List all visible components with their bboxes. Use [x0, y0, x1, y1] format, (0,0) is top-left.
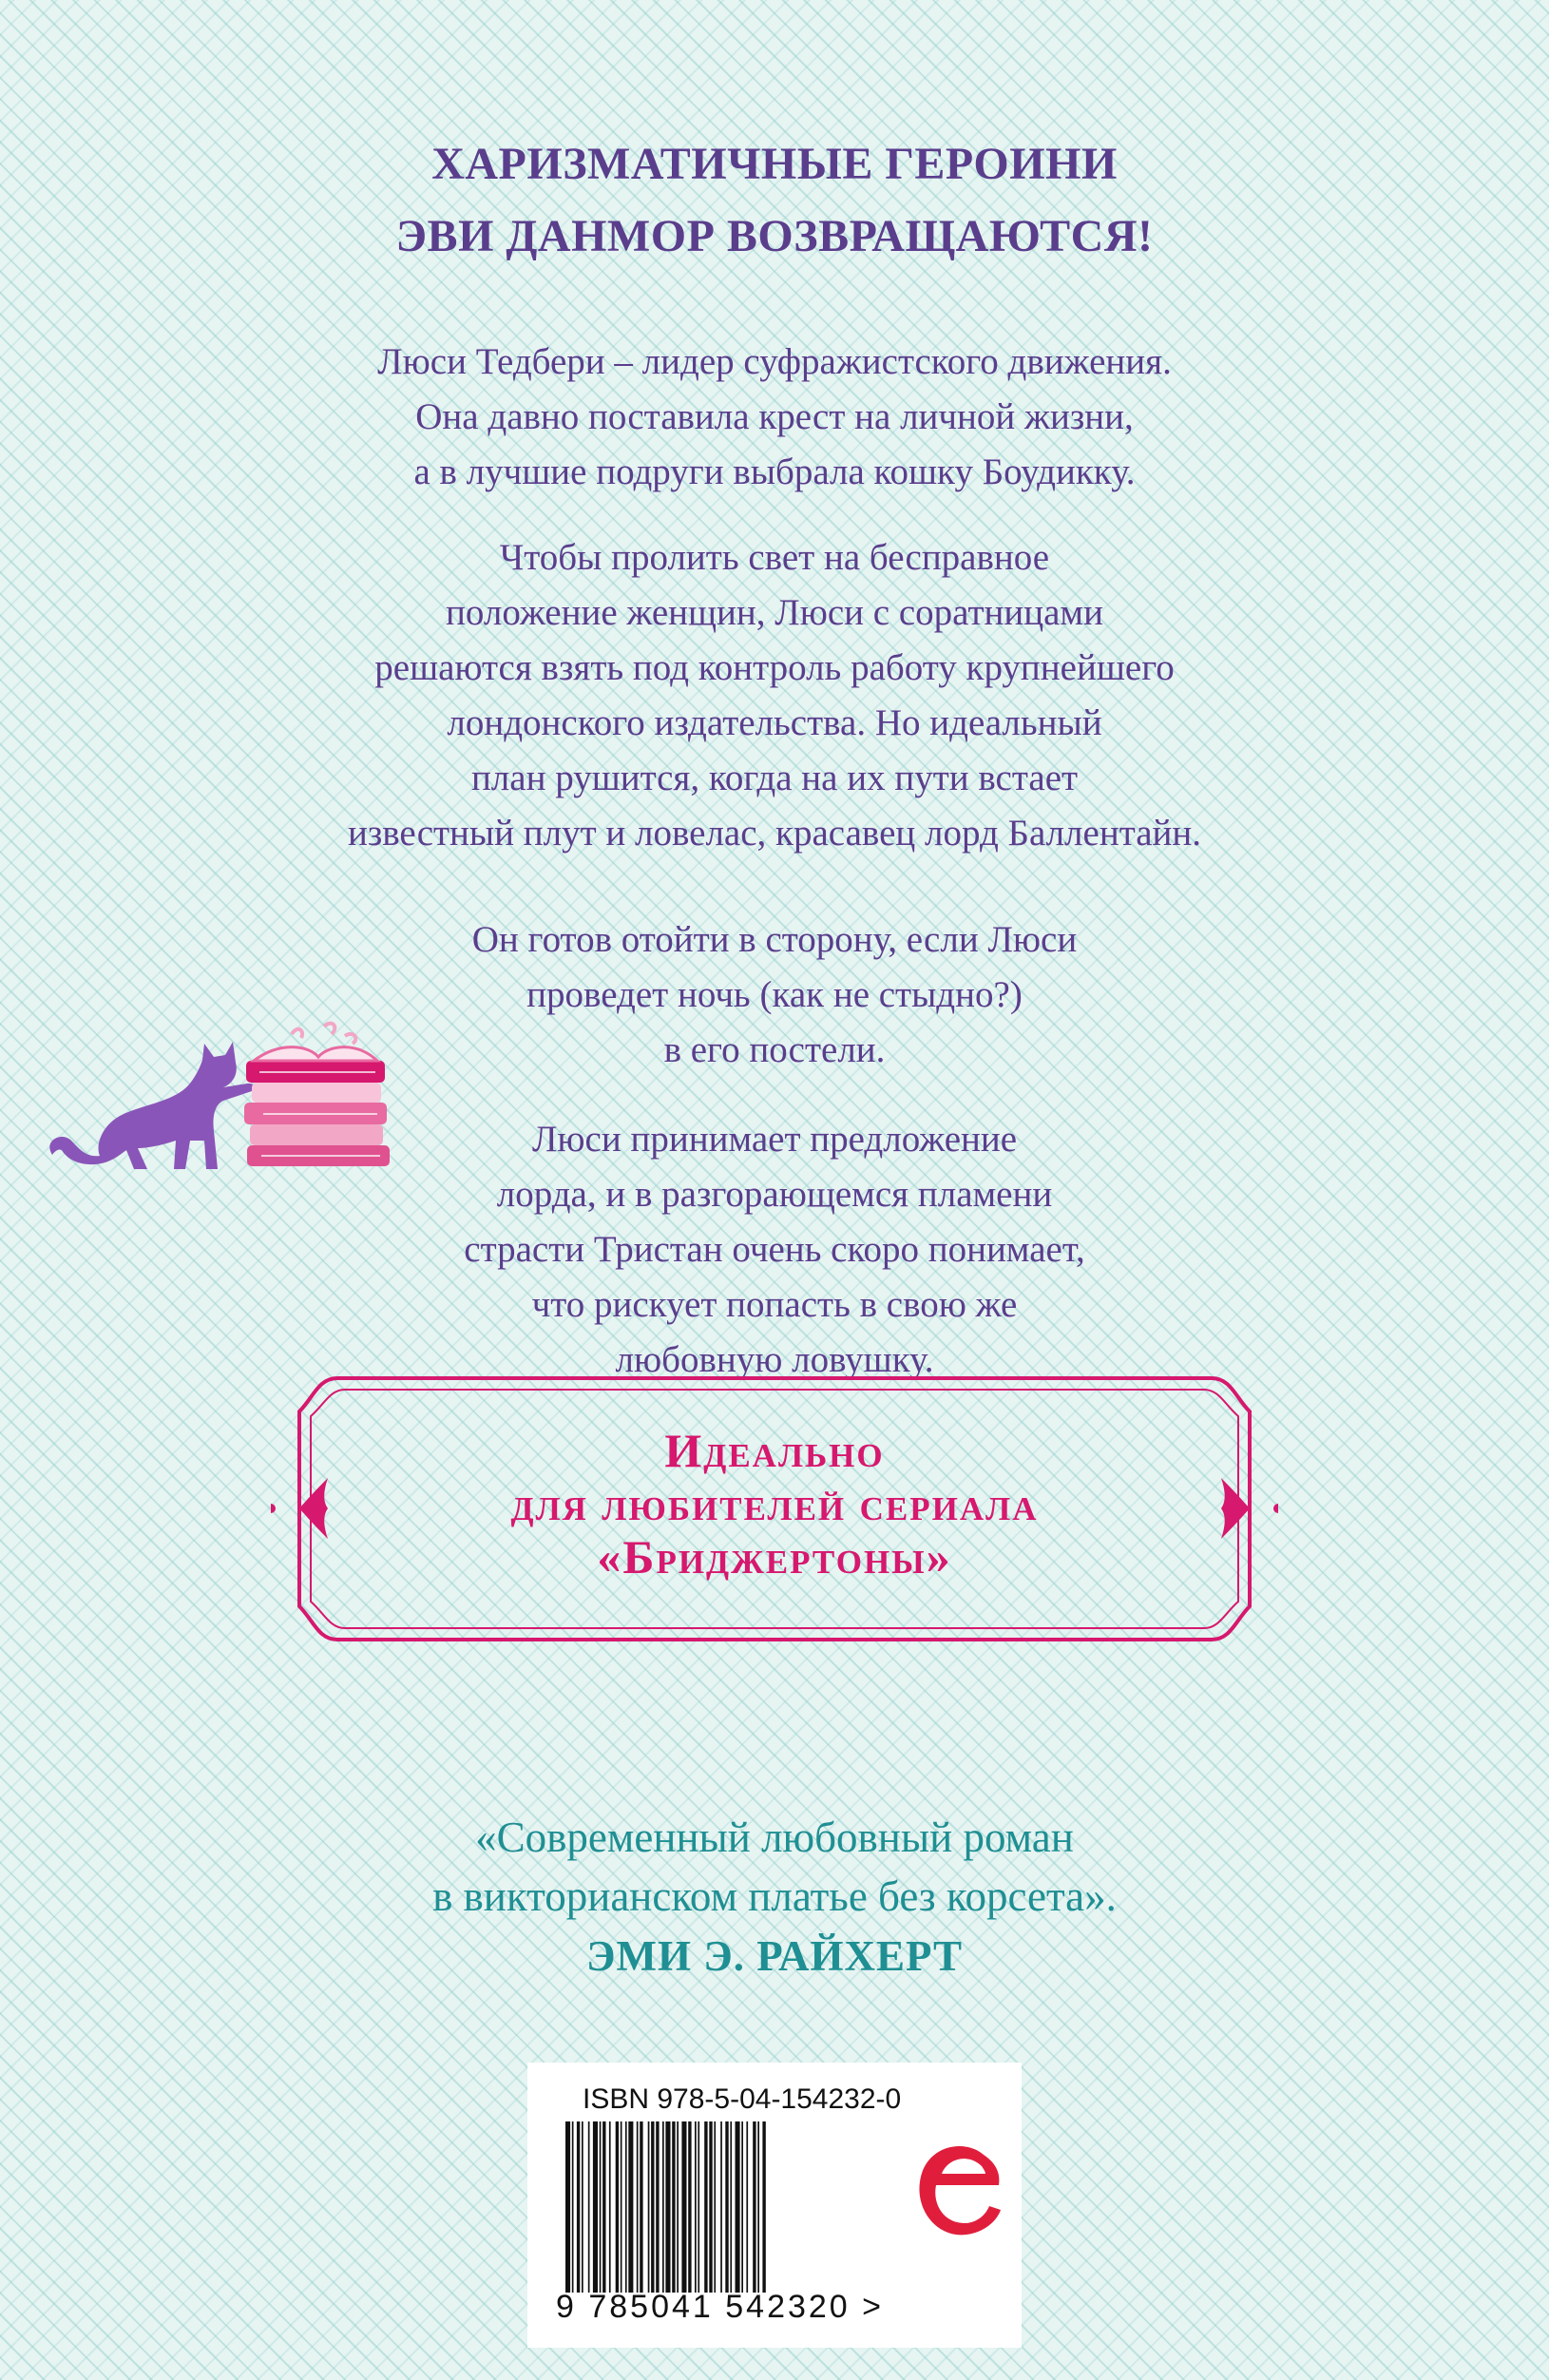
badge-line-1: Идеально: [664, 1424, 885, 1477]
badge-line-2: для любителей сериала: [510, 1477, 1039, 1530]
paragraph-line: Люси Тедбери – лидер суфражистского движения.: [377, 341, 1172, 382]
paragraph-line: в его постели.: [663, 1029, 886, 1070]
paragraph-line: известный плут и ловелас, красавец лорд Баллентайн.: [347, 813, 1202, 854]
headline: [0, 128, 1549, 273]
paragraph-line: Она давно поставила крест на личной жизни,: [415, 396, 1134, 437]
badge-line-3: «Бриджертоны»: [597, 1530, 952, 1583]
headline-line-2: ЭВИ ДАНМОР ВОЗВРАЩАЮТСЯ!: [395, 211, 1154, 261]
paragraph-line: решаются взять под контроль работу крупнейшего: [374, 647, 1175, 688]
quote-line-2: в викторианском платье без корсета».: [432, 1872, 1117, 1920]
paragraph-2: [0, 530, 1549, 861]
cat-and-books-illustration: [43, 988, 404, 1179]
review-quote: [0, 1808, 1549, 1926]
barcode-icon: [565, 2121, 946, 2293]
paragraph-line: любовную ловушку.: [615, 1339, 934, 1380]
publisher-logo-icon: [908, 2134, 1012, 2248]
paragraph-line: Люси принимает предложение: [531, 1119, 1018, 1160]
paragraph-line: что рискует попасть в свою же: [531, 1284, 1018, 1325]
paragraph-line: лорда, и в разгорающемся пламени: [496, 1174, 1053, 1215]
paragraph-line: план рушится, когда на их пути встает: [470, 758, 1079, 798]
paragraph-line: Чтобы пролить свет на бесправное: [499, 537, 1050, 578]
quote-line-1: «Современный любовный роман: [475, 1814, 1074, 1861]
paragraph-line: а в лучшие подруги выбрала кошку Боудикку.: [413, 451, 1136, 492]
paragraph-line: страсти Тристан очень скоро понимает,: [464, 1229, 1085, 1270]
paragraph-line: лондонского издательства. Но идеальный: [447, 702, 1102, 743]
paragraph-1: [0, 335, 1549, 500]
paragraph-line: положение женщин, Люси с соратницами: [446, 592, 1103, 633]
book-stack-icon: [244, 1024, 390, 1166]
barcode-digits: 9 785041 542320 >: [556, 2289, 885, 2325]
isbn-text: ISBN 978-5-04-154232-0: [583, 2083, 902, 2115]
quote-author: ЭМИ Э. РАЙХЕРТ: [585, 1932, 964, 1980]
badge-text: [0, 1424, 1549, 1583]
paragraph-line: проведет ночь (как не стыдно?): [526, 974, 1023, 1015]
headline-line-1: ХАРИЗМАТИЧНЫЕ ГЕРОИНИ: [431, 139, 1118, 189]
paragraph-line: Он готов отойти в сторону, если Люси: [471, 919, 1078, 960]
cat-silhouette-icon: [49, 1042, 255, 1169]
